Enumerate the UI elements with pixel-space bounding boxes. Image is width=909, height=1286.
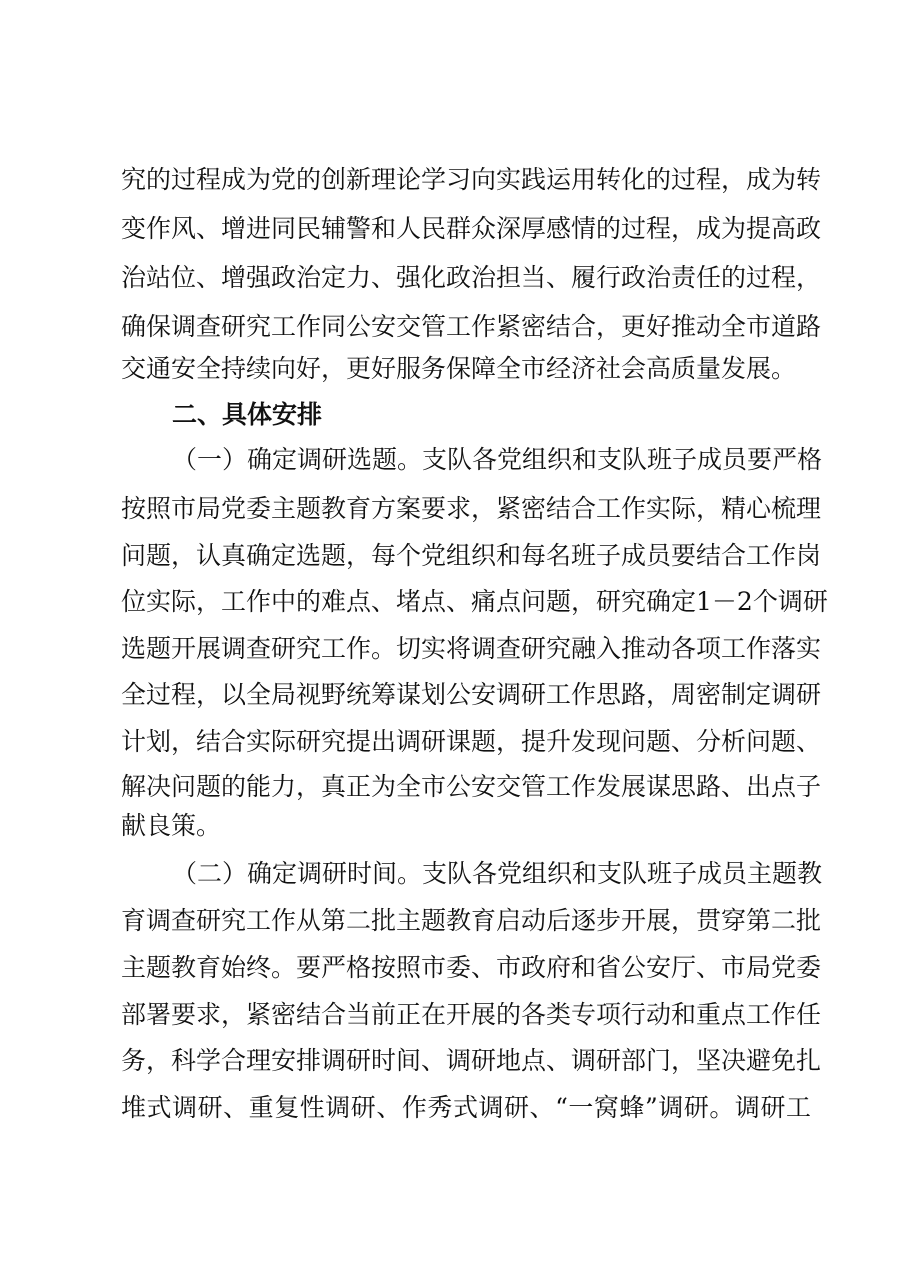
paragraph-line: 究的过程成为党的创新理论学习向实践运用转化的过程，成为转	[121, 165, 822, 194]
paragraph-line: 计划，结合实际研究提出调研课题，提升发现问题、分析问题、	[121, 727, 822, 756]
section-heading: 二、具体安排	[172, 400, 323, 429]
paragraph-line: 选题开展调查研究工作。切实将调查研究融入推动各项工作落实	[121, 634, 822, 663]
paragraph-line: （二）确定调研时间。支队各党组织和支队班子成员主题教	[172, 859, 823, 888]
paragraph-line: 献良策。	[121, 811, 222, 840]
paragraph-line: 变作风、增进同民辅警和人民群众深厚感情的过程，成为提高政	[121, 214, 822, 243]
paragraph-line: 确保调查研究工作同公安交管工作紧密结合，更好推动全市道路	[121, 312, 822, 341]
paragraph-line: 位实际，工作中的难点、堵点、痛点问题，研究确定1－2个调研	[121, 587, 828, 616]
paragraph-line: 全过程，以全局视野统筹谋划公安调研工作思路，周密制定调研	[121, 680, 822, 709]
paragraph-line: 堆式调研、重复性调研、作秀式调研、“一窝蜂”调研。调研工	[121, 1093, 811, 1122]
paragraph-line: 问题，认真确定选题，每个党组织和每名班子成员要结合工作岗	[121, 541, 822, 570]
paragraph-line: 治站位、增强政治定力、强化政治担当、履行政治责任的过程，	[121, 263, 822, 292]
paragraph-line: 交通安全持续向好，更好服务保障全市经济社会高质量发展。	[121, 354, 797, 383]
paragraph-line: 育调查研究工作从第二批主题教育启动后逐步开展，贯穿第二批	[121, 906, 822, 935]
paragraph-line: 部署要求，紧密结合当前正在开展的各类专项行动和重点工作任	[121, 1000, 822, 1029]
paragraph-line: 解决问题的能力，真正为全市公安交管工作发展谋思路、出点子	[121, 772, 822, 801]
paragraph-line: 务，科学合理安排调研时间、调研地点、调研部门，坚决避免扎	[121, 1046, 822, 1075]
paragraph-line: 按照市局党委主题教育方案要求，紧密结合工作实际，精心梳理	[121, 494, 822, 523]
paragraph-line: 主题教育始终。要严格按照市委、市政府和省公安厅、市局党委	[121, 953, 822, 982]
paragraph-line: （一）确定调研选题。支队各党组织和支队班子成员要严格	[172, 445, 823, 474]
